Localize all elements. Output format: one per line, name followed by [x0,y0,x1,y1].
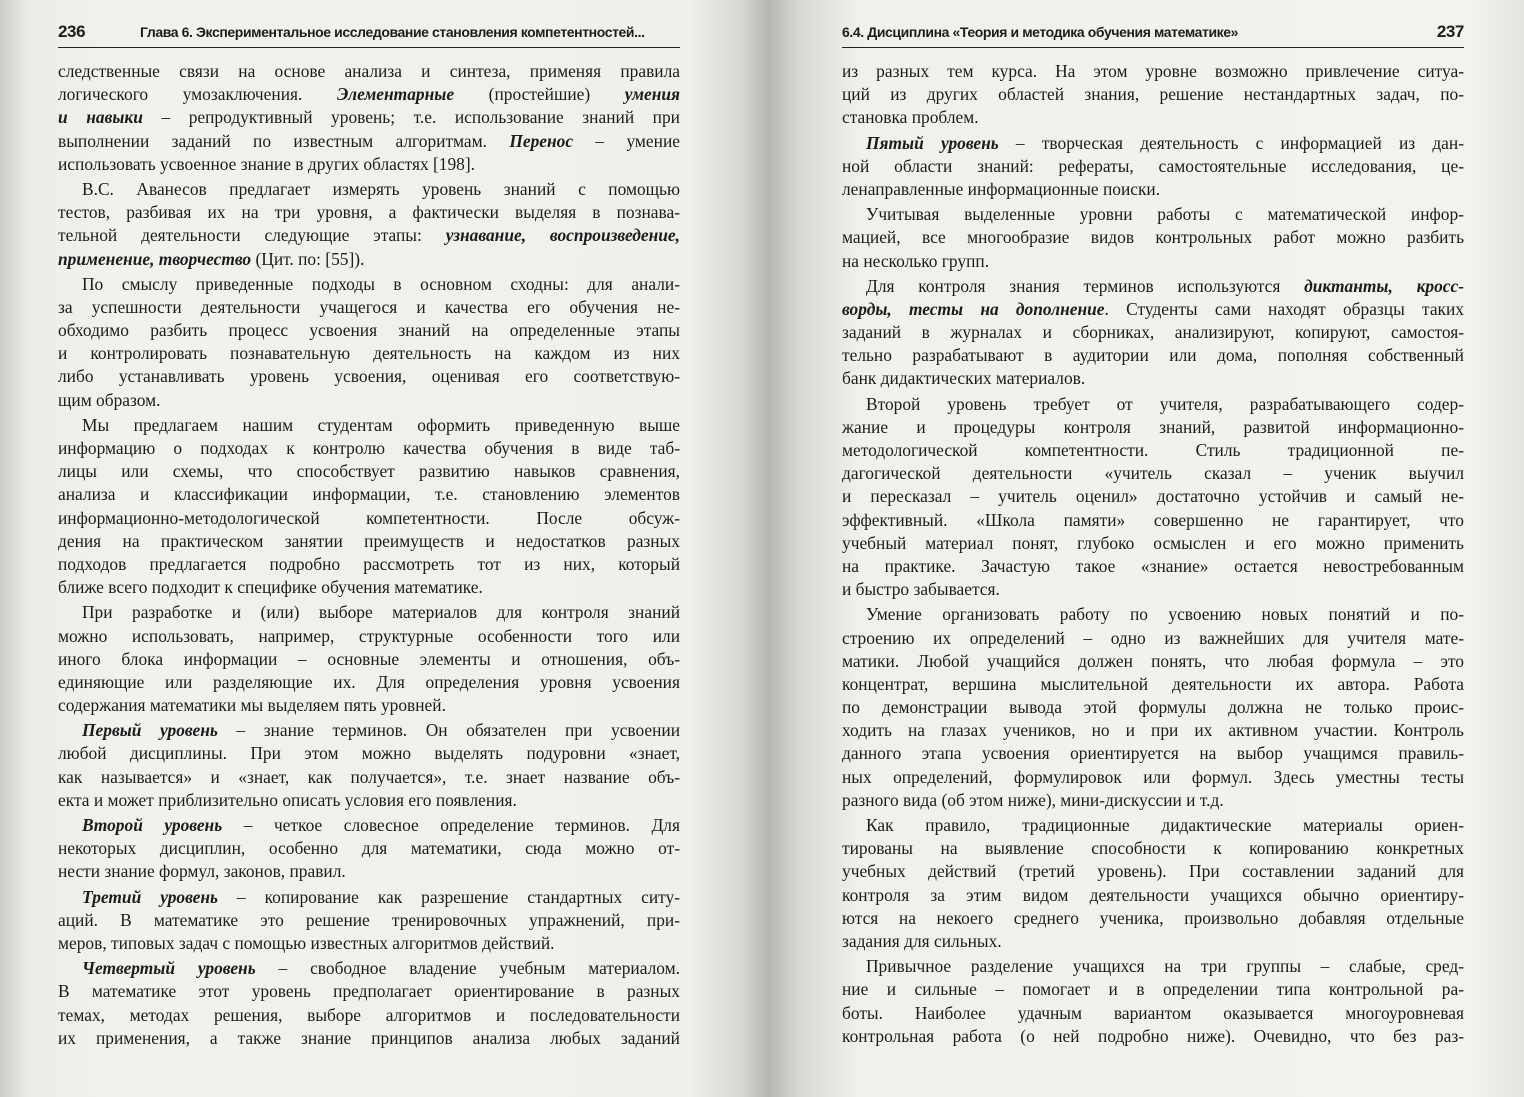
text-run: строению их определений – одно из важнейших для учителя мате- [842,627,1464,648]
text-line [58,342,680,365]
text-run: ние и сильные – помогает и в определении типа контрольной ра- [842,979,1464,1000]
text-line [58,1004,680,1027]
text-run: – свободное владение учебным материалом. [255,958,680,979]
text-line [842,509,1464,532]
text-line [842,485,1464,508]
text-line [842,789,1464,812]
text-line [842,673,1464,696]
text-line [842,650,1464,673]
text-line [58,625,680,648]
text-run: использовать усвоенное знание в других областях [198]. [58,153,476,174]
right-page [842,0,1464,1097]
emphasis-text: Пятый уровень [866,132,999,153]
text-line [842,298,1464,321]
text-line [58,1027,680,1050]
text-line [58,530,680,553]
text-line [58,248,680,271]
emphasis-text: умения [624,84,680,105]
text-line [842,1025,1464,1048]
emphasis-text: Элементарные [336,84,455,105]
text-line [58,483,680,506]
text-run: контрольная работа (о ней подробно ниже). Очевидно, что без раз- [842,1025,1464,1046]
text-line [58,106,680,129]
text-run: (простейшие) [454,84,625,105]
text-line [842,344,1464,367]
text-run: нести знание формул, законов, правил. [58,861,346,882]
text-line [842,132,1464,155]
text-run: методологической компетентности. Стиль традиционной пе- [842,440,1464,460]
emphasis-text: и навыки [58,107,143,128]
header-rule [58,47,680,48]
emphasis-text: применение, творчество [58,248,252,269]
text-run: ются на некоего среднего ученика, произвольно добавляя отдельные [842,907,1464,928]
text-line [842,907,1464,930]
text-run: (Цит. по: [55]). [251,248,365,269]
text-run: любой дисциплины. При этом можно выделять подуровни «знает, [58,743,680,764]
text-line [842,439,1464,462]
text-run: некоторых дисциплин, особенно для математики, сюда можно от- [58,838,680,859]
text-run: Мы предлагаем нашим студентам оформить приведенную выше [82,414,680,435]
text-line [58,507,680,530]
text-run: жание и процедуры контроля знаний, развитой информационно- [842,416,1464,437]
text-line [58,648,680,671]
text-run: и контролировать познавательную деятельность на каждом из них [58,343,680,364]
text-run: задания для сильных. [842,930,1002,951]
text-run: единяющие или разделяющие их. Для определения уровня усвоения [58,671,680,692]
header-rule [842,47,1464,48]
emphasis-text: Перенос [509,130,574,151]
text-line [58,437,680,460]
text-run: боты. Наиболее удачным вариантом оказывается многоуровневая [842,1002,1464,1023]
text-run: контроля за этим видом деятельности учащихся обычно ориентиру- [842,884,1464,905]
text-run: подходов предлагается подробно рассмотреть тот из них, который [58,553,680,574]
text-line [842,83,1464,106]
text-run: и быстро забывается. [842,579,1000,600]
text-run: дагогической деятельности «учитель сказал – ученик выучил [842,463,1464,484]
text-line [58,601,680,624]
text-run: ной области знаний: рефераты, самостоятельные исследования, це- [842,155,1464,176]
text-run: можно использовать, например, структурные особенности того или [58,625,680,646]
text-run: ций из других областей знания, решение нестандартных задач, по- [842,84,1464,105]
text-line [58,83,680,106]
text-line [58,932,680,955]
text-run: – умение [573,130,680,151]
page-number: 237 [1436,22,1464,41]
text-run: Как правило, традиционные дидактические материалы ориен- [866,815,1464,835]
text-line [842,930,1464,953]
text-run: тельной деятельности следующие этапы: [58,225,446,246]
text-line [842,955,1464,978]
text-line [58,860,680,883]
text-line [58,909,680,932]
text-run: Привычное разделение учащихся на три группы – слабые, сред- [866,956,1464,977]
text-line [58,766,680,789]
text-run: учебных действий (третий уровень). При составлении заданий для [842,861,1464,882]
emphasis-text: узнавание, воспроизведение, [445,225,680,246]
text-run: Учитывая выделенные уровни работы с математической инфор- [866,204,1464,225]
text-run: обходимо разбить процесс усвоения знаний на определенные этапы [58,320,680,341]
emphasis-text: Четвертый уровень [82,958,256,979]
text-line [842,719,1464,742]
text-line [58,694,680,717]
text-run: содержания математики мы выделяем пять уровней. [58,695,446,716]
text-run: данного этапа усвоения ориентируется на выбор учащимся правиль- [842,743,1464,764]
text-run: концентрат, вершина мыслительной деятельности их автора. Работа [842,673,1464,694]
text-run: разного вида (об этом ниже), мини-дискуссии и т.д. [842,789,1224,810]
text-run: и пересказал – учитель оценил» достаточно устойчив и самый не- [842,486,1464,507]
text-run: По смыслу приведенные подходы в основном сходны: для анали- [82,273,680,294]
text-line [58,814,680,837]
text-line [58,201,680,224]
text-line [842,578,1464,601]
running-title: Глава 6. Экспериментальное исследование становления компетентностей... [140,24,645,40]
text-line [842,226,1464,249]
text-run: екта и может приблизительно описать условия его появления. [58,789,517,810]
text-run: ных определений, формулировок или формул. Здесь уместны тесты [842,766,1464,787]
text-line [842,275,1464,298]
text-run: за успешности деятельности учащегося и качества его обучения не- [58,296,680,317]
text-line [58,719,680,742]
text-line [58,957,680,980]
text-line [58,130,680,153]
text-line [842,416,1464,439]
text-line [58,742,680,765]
text-run: либо устанавливать уровень усвоения, оценивая его соответствую- [58,366,680,387]
text-line [58,980,680,1003]
text-line [58,60,680,83]
text-line [842,766,1464,789]
text-line [842,367,1464,390]
text-line [842,814,1464,837]
text-line [842,532,1464,555]
text-run: на практике. Зачастую такое «знание» остается невостребованным [842,555,1464,576]
text-run: следственные связи на основе анализа и синтеза, применяя правила [58,61,680,81]
text-run: аций. В математике это решение тренировочных упражнений, при- [58,909,680,930]
text-run: меров, типовых задач с помощью известных алгоритмов действий. [58,932,555,953]
text-line [58,389,680,412]
text-run: – четкое словесное определение терминов. Для [222,815,680,835]
text-line [58,224,680,247]
text-run: анализа и классификации информации, т.е. становлению элементов [58,484,680,505]
text-line [58,178,680,201]
text-run: – знание терминов. Он обязателен при усвоении [217,720,680,741]
text-line [842,627,1464,650]
text-line [58,273,680,296]
text-run: выполнении заданий по известным алгоритмам. [58,130,510,151]
text-run: информацию о подходах к контролю качества обучения в виде таб- [58,438,680,458]
text-line [842,60,1464,83]
text-run: ходить на глазах учеников, но и при их активном участии. Контроль [842,720,1464,741]
text-run: – репродуктивный уровень; т.е. использование знаний при [142,107,680,128]
text-line [842,742,1464,765]
text-line [842,555,1464,578]
text-run: ближе всего подходит к специфике обучения математике. [58,577,483,598]
text-run: тельно разрабатывают в аудитории или дома, пополняя собственный [842,345,1464,366]
text-line [58,460,680,483]
text-run: – творческая деятельность с информацией из дан- [998,132,1464,153]
text-line [58,296,680,319]
text-line [842,250,1464,273]
text-run: В математике этот уровень предполагает ориентирование в разных [58,981,680,1002]
text-run: ленаправленные информационные поиски. [842,178,1161,199]
text-run: Умение организовать работу по усвоению новых понятий и по- [866,604,1464,625]
text-run: темах, методах решения, выборе алгоритмов и последовательности [58,1004,680,1025]
emphasis-text: Второй уровень [82,815,223,835]
emphasis-text: диктанты, кросс- [1304,275,1464,296]
text-line [58,365,680,388]
text-run: При разработке и (или) выборе материалов для контроля знаний [82,602,680,623]
text-line [842,462,1464,485]
running-header [58,18,680,46]
running-title: 6.4. Дисциплина «Теория и методика обучения математике» [842,24,1239,40]
text-run: как называется» и «знает, как получается», т.е. знает название объ- [58,766,680,787]
text-run: тированы на выявление способности к копированию конкретных [842,838,1464,859]
page-number: 236 [58,22,86,41]
text-line [58,789,680,812]
body-text [58,60,680,1050]
text-run: мацией, все многообразие видов контрольных работ можно разбить [842,227,1464,248]
text-line [58,414,680,437]
text-line [842,321,1464,344]
text-line [58,576,680,599]
text-line [842,978,1464,1001]
emphasis-text: ворды, тесты на дополнение [842,298,1105,319]
text-run: становка проблем. [842,107,979,128]
emphasis-text: Первый уровень [82,720,218,741]
text-line [58,553,680,576]
text-line [842,696,1464,719]
text-line [842,860,1464,883]
text-run: из разных тем курса. На этом уровне возможно привлечение ситуа- [842,61,1464,81]
text-line [842,106,1464,129]
text-run: В.С. Аванесов предлагает измерять уровень знаний с помощью [82,178,680,199]
text-line [58,837,680,860]
running-header [842,18,1464,46]
text-run: щим образом. [58,389,161,410]
text-run: – копирование как разрешение стандартных ситу- [217,886,680,907]
text-line [58,671,680,694]
text-line [842,603,1464,626]
text-line [842,837,1464,860]
text-line [842,178,1464,201]
text-run: . Студенты сами находят образцы таких [1104,298,1464,319]
text-run: их применения, а также знание принципов анализа любых заданий [58,1027,680,1048]
text-run: заданий в журналах и сборниках, анализируют, копируют, самостоя- [842,322,1464,343]
text-line [842,1002,1464,1025]
text-run: Для контроля знания терминов используются [866,275,1305,296]
text-run: по демонстрации вывода этой формулы должна не только проис- [842,697,1464,718]
text-run: тестов, разбивая их на три уровня, а фактически выделяя в познава- [58,202,680,223]
text-run: на несколько групп. [842,250,990,271]
text-run: дения на практическом занятии преимуществ и недостатков разных [58,530,680,551]
text-line [842,393,1464,416]
text-run: иного блока информации – основные элементы и отношения, объ- [58,648,680,669]
text-run: логического умозаключения. [58,84,337,105]
text-line [842,155,1464,178]
body-text [842,60,1464,1048]
text-run: учебный материал понят, глубоко осмыслен и его можно применить [842,532,1464,553]
emphasis-text: Третий уровень [82,886,218,907]
left-page [58,0,680,1097]
text-run: эффективный. «Школа памяти» совершенно не гарантирует, что [842,509,1464,530]
text-line [58,153,680,176]
text-run: банк дидактических материалов. [842,368,1086,389]
text-run: Второй уровень требует от учителя, разрабатывающего содер- [866,393,1464,414]
text-run: информационно-методологической компетентности. После обсуж- [58,507,680,528]
text-line [842,203,1464,226]
text-run: лицы или схемы, что способствует развитию навыков сравнения, [58,461,680,482]
text-run: матики. Любой учащийся должен понять, что любая формула – это [842,650,1464,671]
text-line [58,319,680,342]
text-line [842,884,1464,907]
text-line [58,886,680,909]
